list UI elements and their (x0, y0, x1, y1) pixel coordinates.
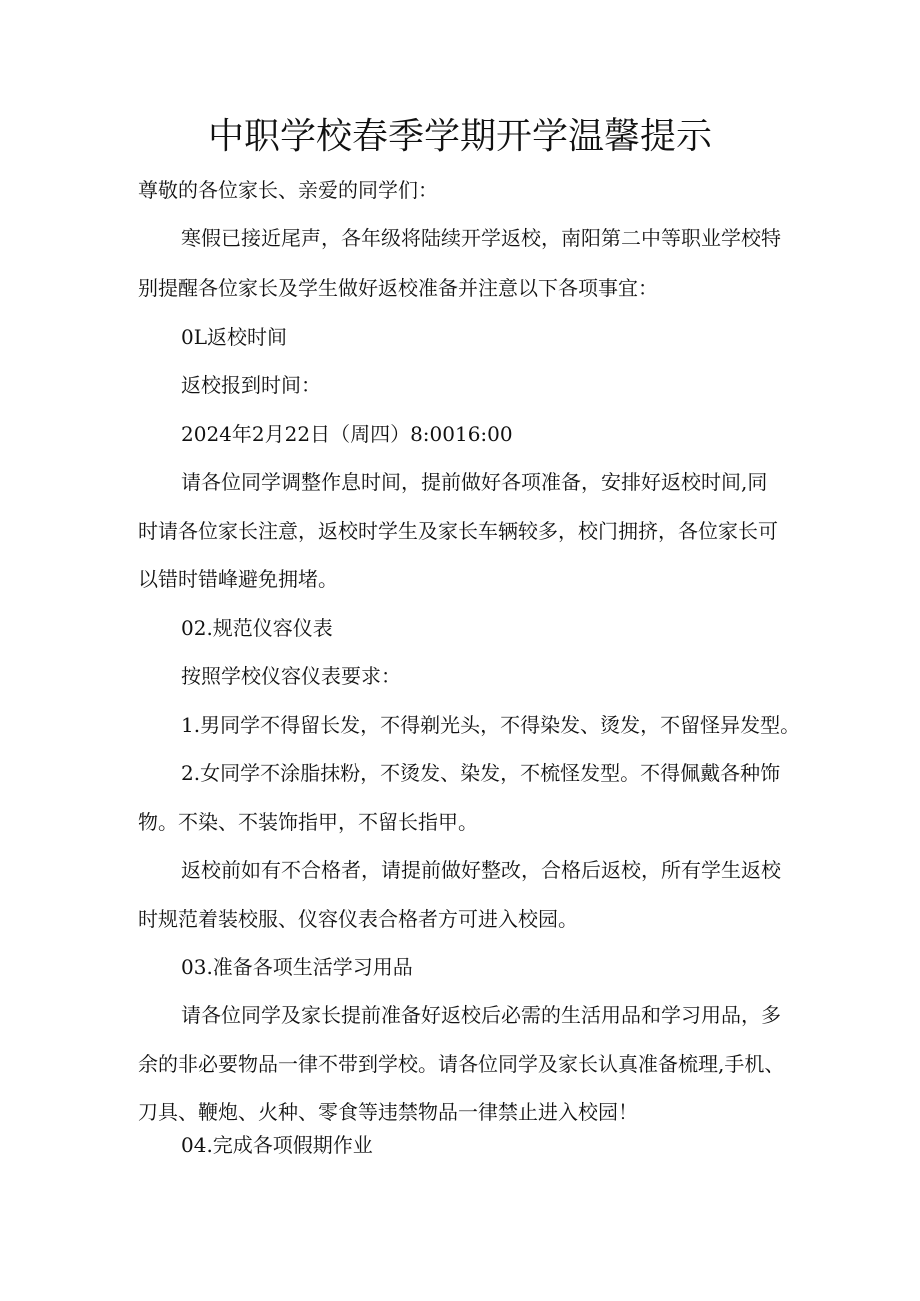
paragraph-line: 请各位同学调整作息时间，提前做好各项准备，安排好返校时间,同 (181, 470, 768, 494)
paragraph-line: 返校报到时间： (181, 373, 321, 397)
section-heading-03: 03.准备各项生活学习用品 (181, 955, 413, 979)
paragraph-line: 时请各位家长注意，返校时学生及家长车辆较多，校门拥挤，各位家长可 (138, 519, 778, 543)
paragraph-line: 按照学校仪容仪表要求： (181, 664, 401, 688)
paragraph-line: 以错时错峰避免拥堵。 (138, 567, 338, 591)
section-heading-01: 0L返校时间 (181, 325, 288, 349)
paragraph-line: 刀具、鞭炮、火种、零食等违禁物品一律禁止进入校园！ (138, 1100, 638, 1124)
date-line: 2024年2月22日（周四）8:0016:00 (181, 422, 513, 446)
salutation-line: 尊敬的各位家长、亲爱的同学们： (138, 178, 438, 202)
paragraph-line: 余的非必要物品一律不带到学校。请各位同学及家长认真准备梳理,手机、 (138, 1052, 785, 1076)
paragraph-line: 返校前如有不合格者，请提前做好整改，合格后返校，所有学生返校 (181, 858, 781, 882)
paragraph-line: 别提醒各位家长及学生做好返校准备并注意以下各项事宜： (138, 276, 658, 300)
paragraph-line: 物。不染、不装饰指甲，不留长指甲。 (138, 810, 478, 834)
paragraph-line: 请各位同学及家长提前准备好返校后必需的生活用品和学习用品，多 (181, 1003, 781, 1027)
paragraph-line: 时规范着装校服、仪容仪表合格者方可进入校园。 (138, 907, 578, 931)
section-heading-02: 02.规范仪容仪表 (181, 616, 333, 640)
document-title: 中职学校春季学期开学温馨提示 (207, 116, 712, 157)
section-heading-04: 04.完成各项假期作业 (181, 1133, 373, 1157)
list-item: 1.男同学不得留长发，不得剃光头，不得染发、烫发，不留怪异发型。 (181, 713, 801, 737)
paragraph-line: 寒假已接近尾声，各年级将陆续开学返校，南阳第二中等职业学校特 (181, 226, 781, 250)
list-item: 2.女同学不涂脂抹粉，不烫发、染发，不梳怪发型。不得佩戴各种饰 (181, 761, 781, 785)
